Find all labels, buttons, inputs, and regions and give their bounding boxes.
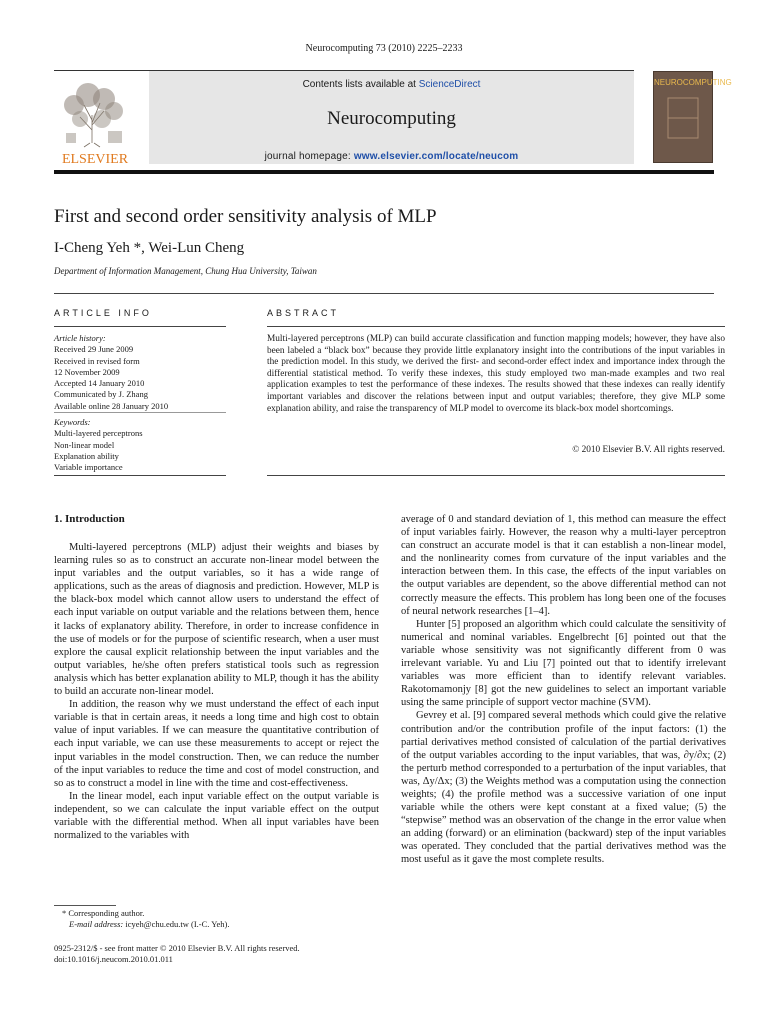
history-item: Communicated by J. Zhang [54, 389, 148, 400]
cover-pattern [664, 94, 702, 144]
info-top-rule [54, 293, 714, 294]
author-email[interactable]: icyeh@chu.edu.tw (I.-C. Yeh). [125, 919, 230, 929]
abstract-copyright: © 2010 Elsevier B.V. All rights reserved. [572, 445, 725, 455]
body-paragraph: average of 0 and standard deviation of 1, this method can measure the effect of input variables fairly. However, the reason why a multi-layer perceptron can construct an accurate model is that it can establish a non-linear model, and the nonlinearity comes from curvature of the input variables and the interaction between them. In this case, the effects of the input variables on the output variables are dependent, so the above differential method can not correctly measure the effects. This problem has long been one of the focuses of neural network researches [1–4]. [401, 514, 726, 617]
journal-cover-thumbnail [653, 71, 732, 163]
author-affiliation: Department of Information Management, Chung Hua University, Taiwan [54, 266, 317, 276]
history-label: Article history: [54, 333, 106, 343]
info-bottom-rule [54, 475, 226, 476]
corresponding-author-note: * Corresponding author. [62, 908, 145, 918]
left-column-body [54, 541, 379, 842]
body-paragraph: Multi-layered perceptrons (MLP) adjust their weights and biases by learning rules so as to construct an accurate non-linear model between the input variables and the output variables, so it has a wide range of applications, such as the areas of diagnosis and prediction. However, MLP is the black-box model which cannot allow users to understand the effect of each input variable on output variable and the relations between them, hence it lacks of explanatory ability. Therefore, in order to increase confidence in the use of models or for the purpose of scientific research, when a user must explore the causal explicit relationship between the input variables and the output variables, he/she often prefers statistical tools such as regression analysis which has better explanation ability to MLP, though it has the ability to build an accurate non-linear model. [54, 542, 379, 698]
abstract-heading: ABSTRACT [267, 308, 340, 318]
article-history [54, 333, 226, 412]
doi-line[interactable]: doi:10.1016/j.neucom.2010.01.011 [54, 954, 173, 964]
journal-reference: Neurocomputing 73 (2010) 2225–2233 [305, 43, 463, 54]
history-item: Available online 28 January 2010 [54, 400, 169, 411]
homepage-prefix: journal homepage: [264, 151, 354, 162]
article-authors: I-Cheng Yeh *, Wei-Lun Cheng [54, 240, 245, 256]
article-info-heading: ARTICLE INFO [54, 308, 152, 318]
article-info-rule [54, 326, 226, 327]
body-paragraph: Gevrey et al. [9] compared several methods which could give the relative contribution and/or the contribution profile of the input factors: (1) the partial derivatives method consisted of calculation of the partial derivatives of the output variables according to the input variables, that was, ∂y/∂x; (2) the perturb method corresponded to a perturbation of the input variables, that was, Δy/Δx; (3) the Weights method was a computation using the connection weights; (4) the profile method was a successive variation of one input variable while the others were kept constant at a fixed value; (5) the “stepwise” method was an observation of the change in the error value when an adding (forward) or an elimination (backward) step of the input variables was operated. They concluded that the partial derivatives method was the most useful as it gave the most complete results. [401, 710, 726, 866]
keywords-block [54, 417, 226, 473]
keyword-item: Variable importance [54, 462, 123, 473]
footnote [54, 908, 379, 930]
history-item: Accepted 14 January 2010 [54, 378, 145, 389]
keyword-item: Multi-layered perceptrons [54, 428, 143, 439]
history-item: Received in revised form [54, 355, 140, 366]
elsevier-wordmark: ELSEVIER [61, 152, 129, 167]
issn-line: 0925-2312/$ - see front matter © 2010 Elsevier B.V. All rights reserved. [54, 943, 300, 953]
abstract-bottom-rule [267, 475, 725, 476]
introduction-heading: 1. Introduction [54, 513, 125, 525]
footnote-rule [54, 905, 116, 906]
body-paragraph: Hunter [5] proposed an algorithm which could calculate the sensitivity of numerical and nominal variables. Engelbrecht [6] pointed out that the variable whose sensitivity was not significantly different from 0 was irrelevant variable. Yu and Liu [7] pointed out that to identify irrelevant variables was more efficient than to identify relevant variables. Rakotomamonjy [8] got the new guidelines to select an important variable using the same principle of support vector machine (SVM). [401, 618, 726, 709]
contents-line [149, 79, 634, 90]
abstract-rule [267, 326, 725, 327]
email-label: E-mail address: [69, 919, 126, 929]
homepage-url-link[interactable]: www.elsevier.com/locate/neucom [353, 151, 519, 162]
keywords-label: Keywords: [54, 417, 91, 427]
cover-title: NEUROCOMPUTING [654, 78, 732, 87]
body-paragraph: In the linear model, each input variable effect on the output variable is independent, so we can calculate the input variable effect on the output variable with the differential method. When all input variables have been normalized to the variables with [54, 790, 379, 842]
sciencedirect-link[interactable]: ScienceDirect [418, 79, 481, 90]
header-bottom-rule [54, 170, 714, 174]
keywords-rule [54, 412, 226, 413]
article-title: First and second order sensitivity analysis of MLP [54, 206, 437, 227]
contents-prefix: Contents lists available at [302, 79, 419, 90]
history-item: 12 November 2009 [54, 366, 120, 377]
body-paragraph: In addition, the reason why we must understand the effect of each input variable is that in certain areas, it needs a long time and high cost to obtain value of input variables. If we can measure the quantitative contribution of each input variable, we can use these measurements to accept or reject the input variables in the model construction. Then, we can reduce the number of the input variables to reduce the time and cost of model construction, and so as to construct a model in line with the time and cost-effectiveness. [54, 699, 379, 789]
journal-name: Neurocomputing [327, 108, 456, 129]
keyword-item: Explanation ability [54, 450, 119, 461]
abstract-text: Multi-layered perceptrons (MLP) can build accurate classification and function mapping models; however, they have also been labeled a “black box” because they provide little explanatory insight into the contributions of the input variables in the prediction model. In this study, we derived the first- and second-order effect index and importance index through the differential statistical method. To verify these indexes, this study employed two man-made examples and two real application examples to test the performance of these indexes. The results showed that these indexes can really identify important variables and discover the relations between input and output variables; therefore, they give MLP some explanation ability, and raise the transparency of MLP model to overcome its black-box model shortcomings. [267, 334, 725, 414]
keyword-item: Non-linear model [54, 439, 115, 450]
history-item: Received 29 June 2009 [54, 344, 134, 355]
front-matter-info [54, 943, 300, 965]
elsevier-tree-logo [54, 75, 136, 167]
homepage-line [149, 151, 634, 162]
right-column-body [401, 513, 726, 867]
